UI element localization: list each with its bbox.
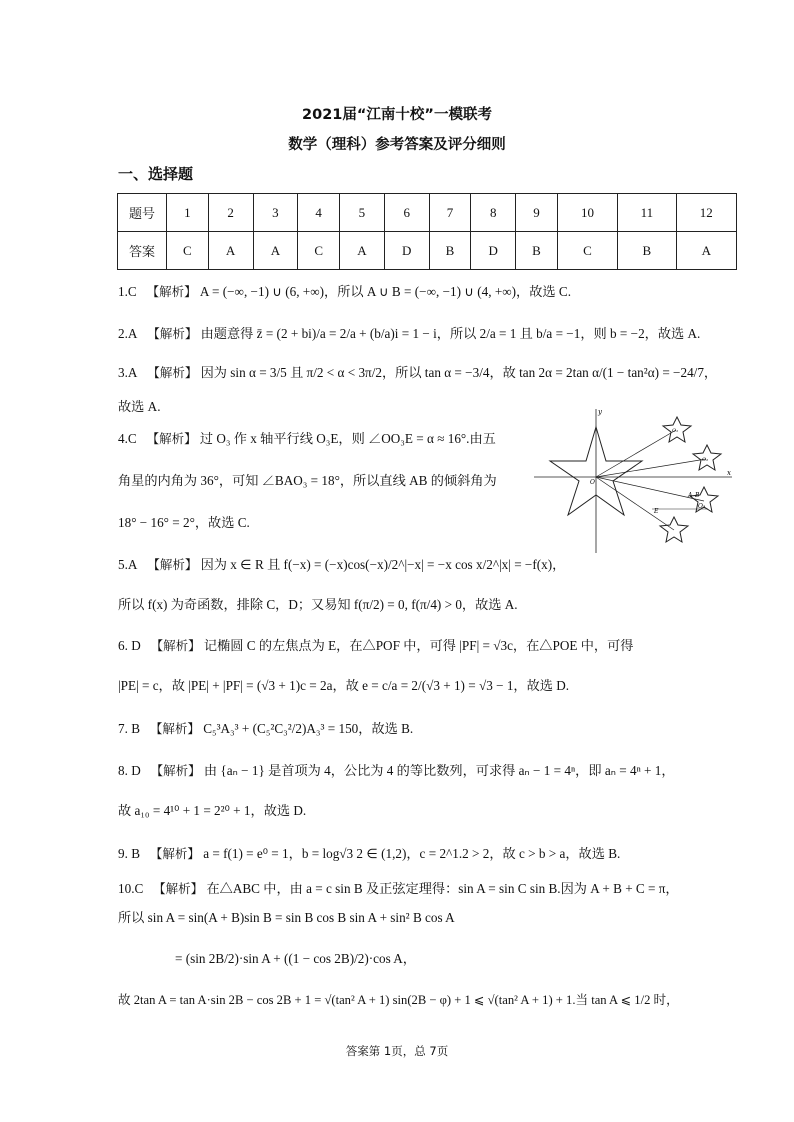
analysis-tag: 【解析】 [146,284,197,299]
small-star-icon [660,517,688,542]
solution-text: 记椭圆 C 的左焦点为 E，在△POF 中，可得 |PF| = √3c，在△POE 中，可得 [203,638,634,653]
row-label-number: 题号 [118,194,167,232]
table-cell: C [557,232,617,270]
solution-6-line-2: |PE| = c，故 |PE| + |PF| = (√3 + 1)c = 2a，故 e = c/a = 2/(√3 + 1) = √3 − 1，故选 D. [118,678,570,693]
analysis-tag: 【解析】 [149,721,200,736]
y-axis-label: y [598,408,602,416]
solution-4 [118,430,496,448]
table-cell: B [516,232,558,270]
table-cell: A [253,232,298,270]
table-cell: 2 [208,194,253,232]
solution-id: 9. B [118,846,140,861]
table-cell: 3 [253,194,298,232]
star-diagram [532,405,737,555]
solution-4-line-2: 角星的内角为 36°，可知 ∠BAO₃ = 18°，所以直线 AB 的倾斜角为 [118,473,497,488]
table-cell: A [340,232,385,270]
table-cell: B [618,232,676,270]
page-subtitle: 数学（理科）参考答案及评分细则 [288,137,506,153]
point-label-a: A [688,492,693,499]
solution-9 [118,845,620,863]
solution-id: 5.A [118,557,138,572]
analysis-tag: 【解析】 [150,763,201,778]
solution-text: 因为 sin α = 3/5 且 π/2 < α < 3π/2，所以 tan α = −3/4，故 tan 2α = 2tan α/(1 − tan²α) = −24/7， [200,365,718,380]
solution-text: a = f(1) = e⁰ = 1，b = log√3 2 ∈ (1,2)，c = 2^1.2 > 2，故 c > b > a，故选 B. [203,846,621,861]
table-row-answers [118,232,737,270]
table-cell: C [167,232,209,270]
solution-4-line-3: 18° − 16° = 2°，故选 C. [118,515,250,530]
solution-10 [118,880,679,898]
point-label-o1: O₁ [672,428,679,434]
table-cell: C [298,232,340,270]
answer-table [117,193,737,270]
analysis-tag: 【解析】 [147,557,198,572]
solution-text: A = (−∞, −1) ∪ (6, +∞)，所以 A ∪ B = (−∞, −1) ∪ (4, +∞)，故选 C. [199,284,571,299]
solution-text: 过 O₃ 作 x 轴平行线 O₃E，则 ∠OO₃E = α ≈ 16°.由五 [199,431,496,446]
solution-10-line-2: 所以 sin A = sin(A + B)sin B = sin B cos B sin A + sin² B cos A [118,910,455,925]
page-footer: 答案第 1页，总 7页 [345,1044,449,1058]
analysis-tag: 【解析】 [149,846,200,861]
row-label-answer: 答案 [118,232,167,270]
solution-text: C₅³A₃³ + (C₅²C₃²/2)A₃³ = 150，故选 B. [203,721,414,736]
analysis-tag: 【解析】 [147,326,198,341]
solution-10-line-3: = (sin 2B/2)·sin A + ((1 − cos 2B)/2)·cos A， [175,951,416,966]
origin-label: O [590,479,595,486]
solution-3 [118,364,717,382]
solution-id: 10.C [118,881,144,896]
solution-id: 1.C [118,284,137,299]
solution-id: 7. B [118,721,140,736]
solution-5 [118,556,565,574]
table-cell: B [429,232,471,270]
table-cell: 7 [429,194,471,232]
table-cell: 9 [516,194,558,232]
solution-8 [118,762,675,780]
solution-8-line-2: 故 a₁₀ = 4¹⁰ + 1 = 2²⁰ + 1，故选 D. [118,803,307,818]
solution-text: 由 {aₙ − 1} 是首项为 4，公比为 4 的等比数列，可求得 aₙ − 1 = 4ⁿ，即 aₙ = 4ⁿ + 1， [203,763,675,778]
analysis-tag: 【解析】 [146,431,197,446]
solution-id: 8. D [118,763,141,778]
solution-text: 在△ABC 中，由 a = c sin B 及正弦定理得：sin A = sin C sin B.因为 A + B + C = π， [206,881,679,896]
analysis-tag: 【解析】 [150,638,201,653]
table-cell: 10 [557,194,617,232]
table-cell: 4 [298,194,340,232]
section-title: 一、选择题 [118,165,194,183]
page-title: 2021届“江南十校”一模联考 [302,107,492,123]
table-cell: A [676,232,736,270]
point-label-e: E [654,508,659,515]
solution-5-line-2: 所以 f(x) 为奇函数，排除 C，D；又易知 f(π/2) = 0, f(π/4) > 0，故选 A. [118,597,518,612]
solution-id: 6. D [118,638,141,653]
table-cell: D [384,232,429,270]
table-cell: 1 [167,194,209,232]
table-row-numbers [118,194,737,232]
table-cell: 12 [676,194,736,232]
solution-3-line-2: 故选 A. [118,399,161,414]
solution-2 [118,325,700,343]
x-axis-label: x [727,469,731,477]
table-cell: 11 [618,194,676,232]
solution-1 [118,283,571,301]
solution-text: 因为 x ∈ R 且 f(−x) = (−x)cos(−x)/2^|−x| = −x cos x/2^|x| = −f(x)， [200,557,566,572]
solution-id: 4.C [118,431,137,446]
analysis-tag: 【解析】 [147,365,198,380]
point-label-b: B [695,492,700,499]
analysis-tag: 【解析】 [153,881,204,896]
solution-id: 3.A [118,365,138,380]
solution-text: 由题意得 z̄ = (2 + bi)/a = 2/a + (b/a)i = 1 − i，所以 2/a = 1 且 b/a = −1，则 b = −2，故选 A. [200,326,701,341]
solution-id: 2.A [118,326,138,341]
table-cell: 5 [340,194,385,232]
point-label-o2: O₂ [702,457,709,463]
table-cell: 8 [471,194,516,232]
table-cell: A [208,232,253,270]
table-cell: D [471,232,516,270]
solution-7 [118,720,413,738]
solution-10-line-4: 故 2tan A = tan A·sin 2B − cos 2B + 1 = √(tan² A + 1) sin(2B − φ) + 1 ⩽ √(tan² A + 1) + 1.当 tan A ⩽ 1/2 时， [118,993,679,1007]
solution-6 [118,637,633,655]
table-cell: 6 [384,194,429,232]
point-label-o3: O₃ [698,503,706,510]
